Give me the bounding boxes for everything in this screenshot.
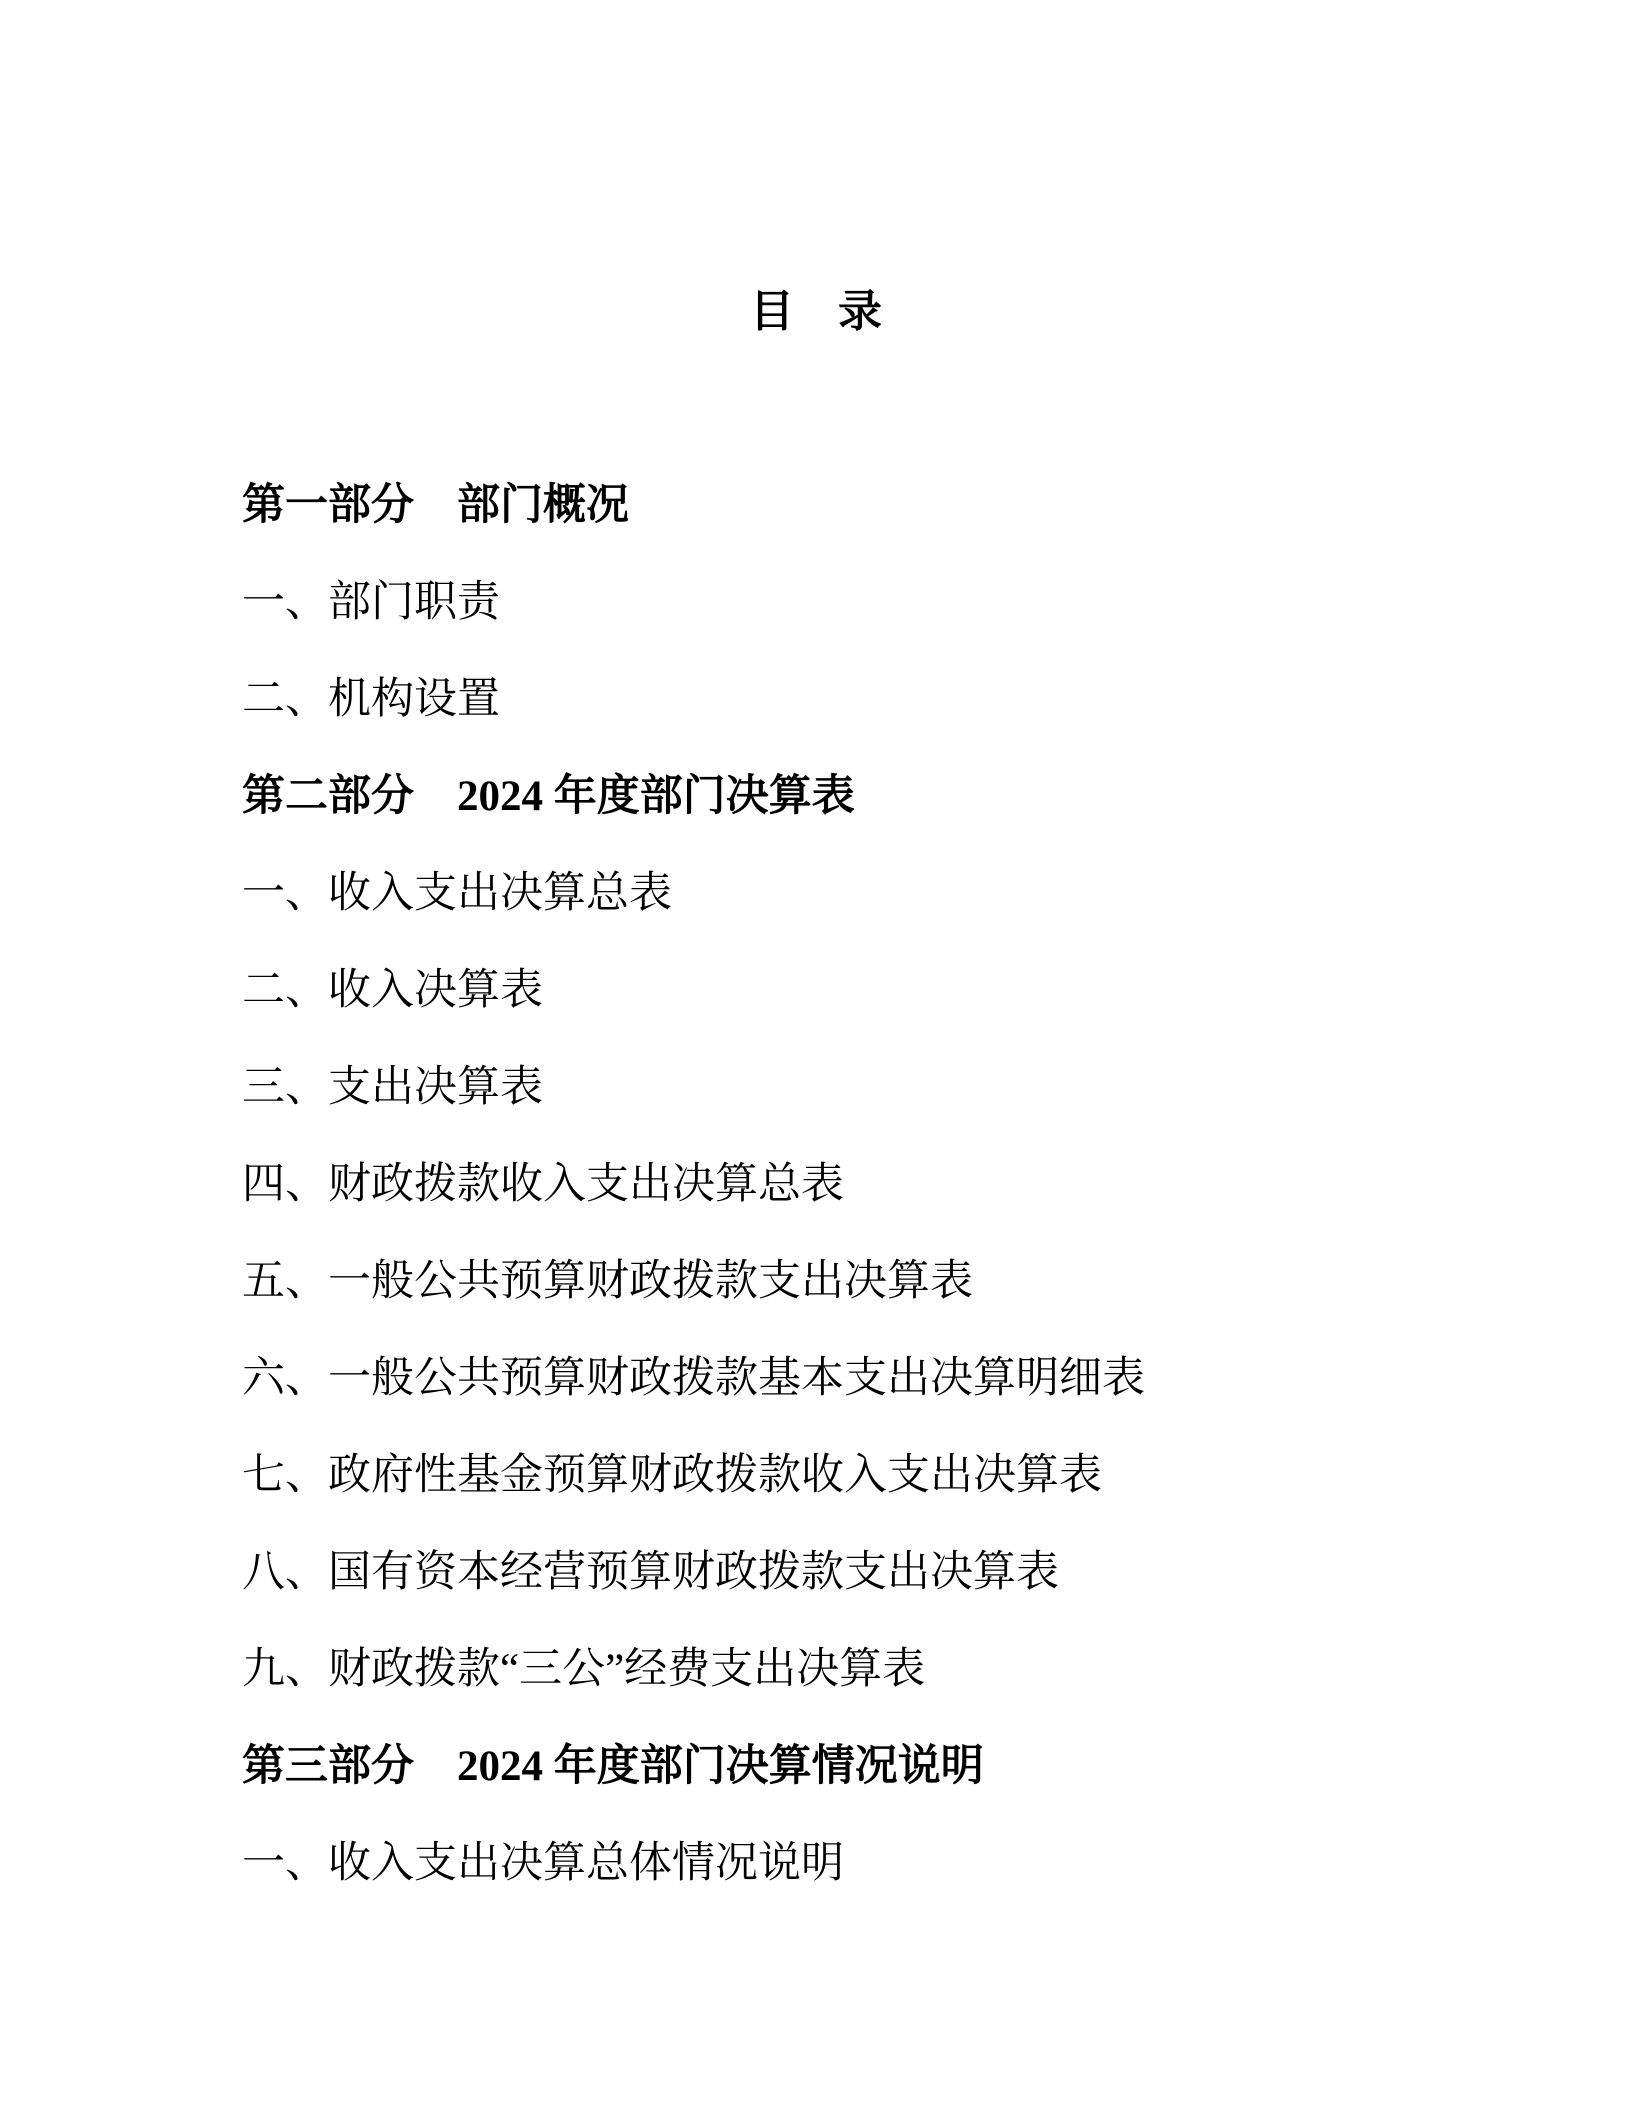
- toc-section-heading-part2: 第二部分 2024 年度部门决算表: [242, 773, 855, 820]
- page-title: 目 录: [750, 287, 882, 336]
- toc-entry: 二、机构设置: [242, 676, 500, 723]
- spacer-line: [0, 360, 1632, 457]
- toc-entry: 一、部门职责: [242, 579, 500, 626]
- toc-section-heading-part3: 第三部分 2024 年度部门决算情况说明: [242, 1743, 984, 1790]
- toc-entry: 九、财政拨款“三公”经费支出决算表: [242, 1646, 926, 1693]
- toc-entry: 三、支出决算表: [242, 1064, 543, 1111]
- toc-entry: 四、财政拨款收入支出决算总表: [242, 1161, 844, 1208]
- toc-entry: 五、一般公共预算财政拨款支出决算表: [242, 1258, 973, 1305]
- toc-entry: 七、政府性基金预算财政拨款收入支出决算表: [242, 1452, 1102, 1499]
- toc-entry: 六、一般公共预算财政拨款基本支出决算明细表: [242, 1355, 1145, 1402]
- toc-entry: 二、收入决算表: [242, 967, 543, 1014]
- toc-section-heading-part1: 第一部分 部门概况: [242, 482, 629, 529]
- toc-entry: 八、国有资本经营预算财政拨款支出决算表: [242, 1549, 1059, 1596]
- toc-entry: 一、收入支出决算总表: [242, 870, 672, 917]
- toc-entry: 一、收入支出决算总体情况说明: [242, 1840, 844, 1887]
